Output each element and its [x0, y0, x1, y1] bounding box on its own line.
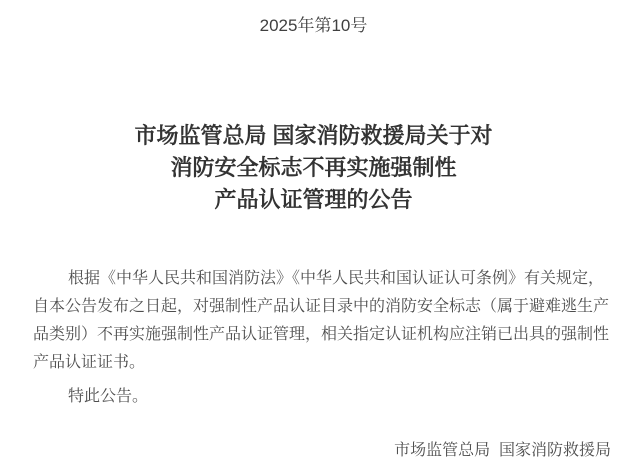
body-line-3: 品类别）不再实施强制性产品认证管理，相关指定认证机构应注销已出具的强制性	[33, 326, 610, 343]
body-line-4: 产品认证证书。	[33, 354, 146, 371]
title-line-2: 消防安全标志不再实施强制性	[170, 155, 457, 180]
body-line-1: 根据《中华人民共和国消防法》《中华人民共和国认证认可条例》有关规定，	[68, 270, 605, 287]
announcement-title	[0, 120, 627, 216]
announcement-body	[33, 265, 613, 411]
title-line-1: 市场监管总局 国家消防救援局关于对	[134, 123, 493, 148]
closing-line: 特此公告。	[68, 388, 149, 405]
body-line-2: 自本公告发布之日起，对强制性产品认证目录中的消防安全标志（属于避难逃生产	[33, 298, 610, 315]
title-line-3: 产品认证管理的公告	[214, 187, 413, 212]
issuer-signature: 市场监管总局 国家消防救援局	[394, 442, 611, 459]
document-number: 2025年第10号	[259, 16, 368, 35]
